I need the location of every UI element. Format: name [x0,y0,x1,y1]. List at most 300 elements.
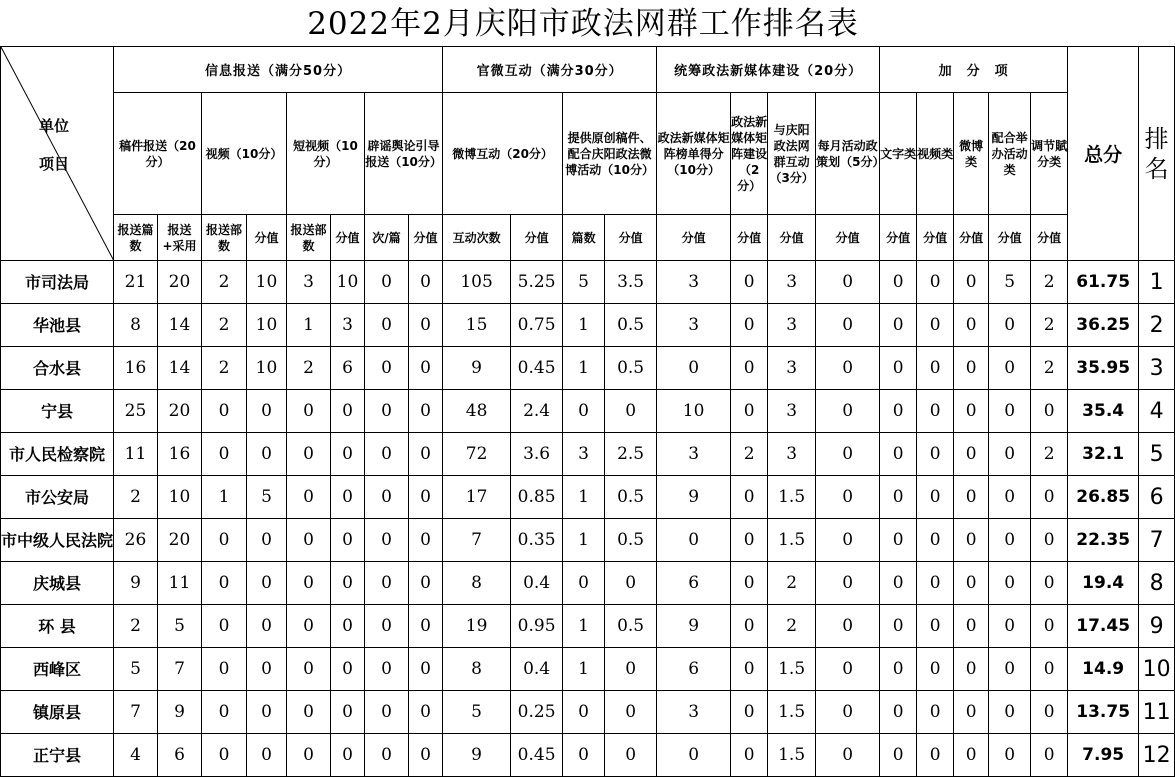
total-score-cell: 26.85 [1068,476,1139,519]
value-cell: 0 [365,261,409,304]
corner-item-label: 项目 [39,155,70,173]
value-cell: 0 [989,648,1031,691]
value-cell: 10 [657,390,731,433]
value-cell: 8 [443,562,511,605]
value-cell: 0 [287,562,331,605]
table-row [1,648,1175,691]
rank-cell: 1 [1139,261,1175,304]
value-cell: 10 [247,347,287,390]
rank-cell: 11 [1139,691,1175,734]
value-cell: 0 [880,519,917,562]
total-score-cell: 35.4 [1068,390,1139,433]
value-cell: 0.5 [605,605,657,648]
value-cell: 19 [443,605,511,648]
value-cell: 0 [816,390,880,433]
leaf-header: 分值 [917,215,954,261]
value-cell: 0.45 [511,734,563,777]
value-cell: 17 [443,476,511,519]
value-cell: 0 [731,734,768,777]
value-cell: 0 [989,347,1031,390]
value-cell: 0 [287,519,331,562]
unit-name-cell: 市司法局 [1,261,114,304]
value-cell: 0 [816,476,880,519]
leaf-header: 分值 [1031,215,1068,261]
leaf-header: 分值 [731,215,768,261]
value-cell: 1 [563,648,605,691]
value-cell: 0 [1031,519,1068,562]
value-cell: 0.35 [511,519,563,562]
unit-name-cell: 正宁县 [1,734,114,777]
table-row [1,519,1175,562]
value-cell: 0 [657,734,731,777]
value-cell: 0 [247,562,287,605]
value-cell: 0 [880,734,917,777]
total-score-cell: 22.35 [1068,519,1139,562]
value-cell: 0 [247,734,287,777]
value-cell: 0 [365,562,409,605]
value-cell: 0 [202,691,247,734]
leaf-header: 报送篇数 [114,215,158,261]
total-score-cell: 7.95 [1068,734,1139,777]
unit-name-cell: 合水县 [1,347,114,390]
sub-rumor-header: 辟谣舆论引导报送（10分） [365,93,443,215]
rank-cell: 8 [1139,562,1175,605]
value-cell: 5 [563,261,605,304]
value-cell: 11 [114,433,158,476]
value-cell: 0 [880,648,917,691]
value-cell: 16 [114,347,158,390]
table-row [1,734,1175,777]
leaf-header: 分值 [989,215,1031,261]
value-cell: 0 [816,347,880,390]
value-cell: 10 [331,261,365,304]
sub-weibo-header: 微博互动（20分） [443,93,563,215]
value-cell: 0 [954,304,989,347]
value-cell: 3 [657,691,731,734]
group-official-header: 官微互动（满分30分） [443,47,657,93]
value-cell: 20 [158,261,202,304]
value-cell: 0.4 [511,648,563,691]
value-cell: 3 [657,261,731,304]
value-cell: 0 [287,605,331,648]
value-cell: 0 [365,347,409,390]
value-cell: 2 [1031,304,1068,347]
value-cell: 7 [443,519,511,562]
value-cell: 9 [657,476,731,519]
value-cell: 3 [331,304,365,347]
value-cell: 0 [880,605,917,648]
value-cell: 0 [880,433,917,476]
sub-media-rank-header: 政法新媒体矩阵榜单得分（10分） [657,93,731,215]
value-cell: 0 [731,304,768,347]
value-cell: 16 [158,433,202,476]
value-cell: 0 [731,390,768,433]
value-cell: 8 [114,304,158,347]
value-cell: 0 [605,390,657,433]
value-cell: 3.5 [605,261,657,304]
corner-unit-label: 单位 [39,117,70,135]
leaf-header: 分值 [816,215,880,261]
value-cell: 0.5 [605,304,657,347]
total-score-cell: 36.25 [1068,304,1139,347]
value-cell: 4 [114,734,158,777]
table-row [1,304,1175,347]
value-cell: 0 [409,562,443,605]
value-cell: 0 [247,691,287,734]
rank-cell: 9 [1139,605,1175,648]
value-cell: 0 [816,304,880,347]
value-cell: 21 [114,261,158,304]
value-cell: 0 [409,390,443,433]
value-cell: 0 [331,562,365,605]
value-cell: 2 [768,605,816,648]
value-cell: 0 [365,648,409,691]
value-cell: 0 [731,347,768,390]
value-cell: 0 [989,304,1031,347]
unit-name-cell: 宁县 [1,390,114,433]
value-cell: 2 [768,562,816,605]
value-cell: 3 [768,304,816,347]
sub-video-header: 视频（10分） [202,93,287,215]
value-cell: 0 [409,734,443,777]
sub-weibo-bonus-header: 微博类 [954,93,989,215]
sub-monthly-header: 每月活动政策划（5分） [816,93,880,215]
value-cell: 0 [605,562,657,605]
value-cell: 0 [563,691,605,734]
value-cell: 0 [816,691,880,734]
value-cell: 0 [954,261,989,304]
value-cell: 1.5 [768,691,816,734]
value-cell: 0 [954,476,989,519]
leaf-header: 分值 [880,215,917,261]
unit-name-cell: 镇原县 [1,691,114,734]
value-cell: 0 [917,562,954,605]
rank-cell: 4 [1139,390,1175,433]
value-cell: 0 [880,261,917,304]
unit-name-cell: 市人民检察院 [1,433,114,476]
value-cell: 1 [202,476,247,519]
value-cell: 0 [731,562,768,605]
value-cell: 0 [917,390,954,433]
value-cell: 0 [331,691,365,734]
sub-research-header: 调节賦分类 [1031,93,1068,215]
value-cell: 0 [365,390,409,433]
value-cell: 0 [605,648,657,691]
value-cell: 0 [989,691,1031,734]
value-cell: 0 [287,691,331,734]
leaf-header: 分值 [331,215,365,261]
value-cell: 0 [989,605,1031,648]
value-cell: 0 [880,476,917,519]
value-cell: 0 [954,605,989,648]
total-score-cell: 14.9 [1068,648,1139,691]
value-cell: 0 [287,433,331,476]
sub-interact-header: 与庆阳政法网群互动（3分） [768,93,816,215]
value-cell: 2 [287,347,331,390]
sub-text-header: 文字类 [880,93,917,215]
value-cell: 0 [816,734,880,777]
value-cell: 0 [816,562,880,605]
value-cell: 1.5 [768,519,816,562]
value-cell: 2 [1031,261,1068,304]
value-cell: 0 [409,476,443,519]
value-cell: 0 [731,519,768,562]
value-cell: 0 [731,476,768,519]
value-cell: 0 [331,519,365,562]
leaf-header: 报送部数 [202,215,247,261]
unit-name-cell: 华池县 [1,304,114,347]
value-cell: 0 [202,648,247,691]
value-cell: 3 [768,347,816,390]
value-cell: 0 [816,433,880,476]
value-cell: 5 [247,476,287,519]
value-cell: 1 [563,519,605,562]
rank-cell: 6 [1139,476,1175,519]
group-bonus-header: 加 分 项 [880,47,1068,93]
total-score-cell: 19.4 [1068,562,1139,605]
value-cell: 0 [605,691,657,734]
value-cell: 0 [247,433,287,476]
value-cell: 0 [917,261,954,304]
value-cell: 0 [917,691,954,734]
leaf-header: 分值 [247,215,287,261]
value-cell: 0 [202,562,247,605]
value-cell: 0 [287,648,331,691]
leaf-header: 分值 [768,215,816,261]
value-cell: 15 [443,304,511,347]
total-score-cell: 32.1 [1068,433,1139,476]
value-cell: 0 [816,605,880,648]
value-cell: 0 [731,605,768,648]
leaf-header: 互动次数 [443,215,511,261]
unit-name-cell: 市公安局 [1,476,114,519]
value-cell: 0 [989,433,1031,476]
total-score-cell: 17.45 [1068,605,1139,648]
value-cell: 3 [287,261,331,304]
leaf-header: 分值 [954,215,989,261]
value-cell: 0.45 [511,347,563,390]
sub-matrix-header: 政法新媒体矩阵建设（2分） [731,93,768,215]
value-cell: 1 [563,476,605,519]
value-cell: 0 [365,691,409,734]
value-cell: 9 [114,562,158,605]
value-cell: 0 [331,433,365,476]
value-cell: 0 [816,261,880,304]
value-cell: 7 [158,648,202,691]
value-cell: 0 [917,605,954,648]
value-cell: 105 [443,261,511,304]
value-cell: 6 [657,648,731,691]
value-cell: 0 [989,562,1031,605]
value-cell: 0 [409,433,443,476]
value-cell: 0.5 [605,519,657,562]
value-cell: 5 [989,261,1031,304]
table-row [1,691,1175,734]
value-cell: 0.5 [605,347,657,390]
table-row [1,605,1175,648]
table-row [1,476,1175,519]
value-cell: 0 [954,734,989,777]
value-cell: 0 [880,347,917,390]
value-cell: 0 [409,691,443,734]
value-cell: 0 [247,605,287,648]
value-cell: 0 [409,347,443,390]
leaf-header: 报送+采用 [158,215,202,261]
value-cell: 1.5 [768,734,816,777]
value-cell: 0 [247,390,287,433]
value-cell: 0 [917,734,954,777]
page-title: 2022年2月庆阳市政法网群工作排名表 [307,6,859,42]
value-cell: 1.5 [768,648,816,691]
value-cell: 10 [158,476,202,519]
value-cell: 0 [816,648,880,691]
value-cell: 9 [158,691,202,734]
value-cell: 0 [331,390,365,433]
value-cell: 0 [365,519,409,562]
value-cell: 0 [365,433,409,476]
value-cell: 0 [409,261,443,304]
value-cell: 1 [563,605,605,648]
value-cell: 0 [409,648,443,691]
value-cell: 0 [954,519,989,562]
value-cell: 3 [657,304,731,347]
value-cell: 3 [768,433,816,476]
rank-cell: 12 [1139,734,1175,777]
value-cell: 0 [1031,390,1068,433]
total-score-cell: 35.95 [1068,347,1139,390]
value-cell: 0 [731,648,768,691]
rank-cell: 5 [1139,433,1175,476]
value-cell: 0 [917,648,954,691]
value-cell: 2 [1031,433,1068,476]
value-cell: 0 [1031,734,1068,777]
sub-manuscript-header: 稿件报送（20分） [114,93,202,215]
value-cell: 0 [657,519,731,562]
rank-header: 排名 [1139,47,1175,261]
sub-video-bonus-header: 视频类 [917,93,954,215]
table-row [1,261,1175,304]
value-cell: 0 [657,347,731,390]
value-cell: 0 [287,390,331,433]
table-row [1,562,1175,605]
value-cell: 2.5 [605,433,657,476]
sub-original-header: 提供原创稿件、配合庆阳政法微博活动（10分） [563,93,657,215]
value-cell: 0 [816,519,880,562]
value-cell: 0.75 [511,304,563,347]
value-cell: 0 [1031,691,1068,734]
total-score-cell: 61.75 [1068,261,1139,304]
value-cell: 0 [247,519,287,562]
value-cell: 6 [158,734,202,777]
group-coord-header: 统筹政法新媒体建设（20分） [657,47,880,93]
value-cell: 10 [247,261,287,304]
total-header: 总分 [1068,47,1139,261]
value-cell: 0 [954,347,989,390]
value-cell: 26 [114,519,158,562]
value-cell: 0 [331,648,365,691]
value-cell: 0 [731,261,768,304]
value-cell: 2 [202,261,247,304]
sub-short-video-header: 短视频（10分） [287,93,365,215]
value-cell: 0 [409,304,443,347]
leaf-header: 分值 [409,215,443,261]
value-cell: 3 [768,390,816,433]
unit-name-cell: 西峰区 [1,648,114,691]
value-cell: 0 [605,734,657,777]
value-cell: 0 [1031,648,1068,691]
ranking-table [0,46,1175,777]
value-cell: 0 [1031,476,1068,519]
rank-cell: 3 [1139,347,1175,390]
leaf-header: 分值 [511,215,563,261]
value-cell: 0 [917,519,954,562]
value-cell: 9 [443,734,511,777]
value-cell: 0 [917,476,954,519]
value-cell: 0 [989,734,1031,777]
value-cell: 0 [880,691,917,734]
value-cell: 0 [331,605,365,648]
value-cell: 6 [331,347,365,390]
value-cell: 6 [657,562,731,605]
value-cell: 0 [331,734,365,777]
value-cell: 8 [443,648,511,691]
value-cell: 2 [114,605,158,648]
value-cell: 2 [1031,347,1068,390]
table-row [1,347,1175,390]
value-cell: 0 [202,734,247,777]
leaf-header: 报送部数 [287,215,331,261]
unit-name-cell: 环 县 [1,605,114,648]
value-cell: 0 [563,562,605,605]
value-cell: 0 [409,519,443,562]
value-cell: 9 [443,347,511,390]
leaf-header: 分值 [657,215,731,261]
sub-cooperate-header: 配合举办活动类 [989,93,1031,215]
value-cell: 0.4 [511,562,563,605]
value-cell: 20 [158,390,202,433]
value-cell: 0 [202,519,247,562]
rank-cell: 2 [1139,304,1175,347]
value-cell: 0 [954,562,989,605]
rank-cell: 7 [1139,519,1175,562]
corner-header-cell [1,47,114,261]
value-cell: 48 [443,390,511,433]
value-cell: 14 [158,304,202,347]
value-cell: 0.85 [511,476,563,519]
unit-name-cell: 市中级人民法院 [1,519,114,562]
value-cell: 1.5 [768,476,816,519]
unit-name-cell: 庆城县 [1,562,114,605]
value-cell: 2 [202,347,247,390]
value-cell: 9 [657,605,731,648]
value-cell: 10 [247,304,287,347]
value-cell: 0 [954,390,989,433]
value-cell: 0 [989,476,1031,519]
value-cell: 0 [202,390,247,433]
value-cell: 2 [731,433,768,476]
value-cell: 3 [563,433,605,476]
value-cell: 0 [563,734,605,777]
value-cell: 0 [202,605,247,648]
value-cell: 0 [731,691,768,734]
value-cell: 0 [917,347,954,390]
rank-cell: 10 [1139,648,1175,691]
value-cell: 5 [158,605,202,648]
value-cell: 5.25 [511,261,563,304]
value-cell: 3 [768,261,816,304]
value-cell: 1 [287,304,331,347]
value-cell: 1 [563,304,605,347]
